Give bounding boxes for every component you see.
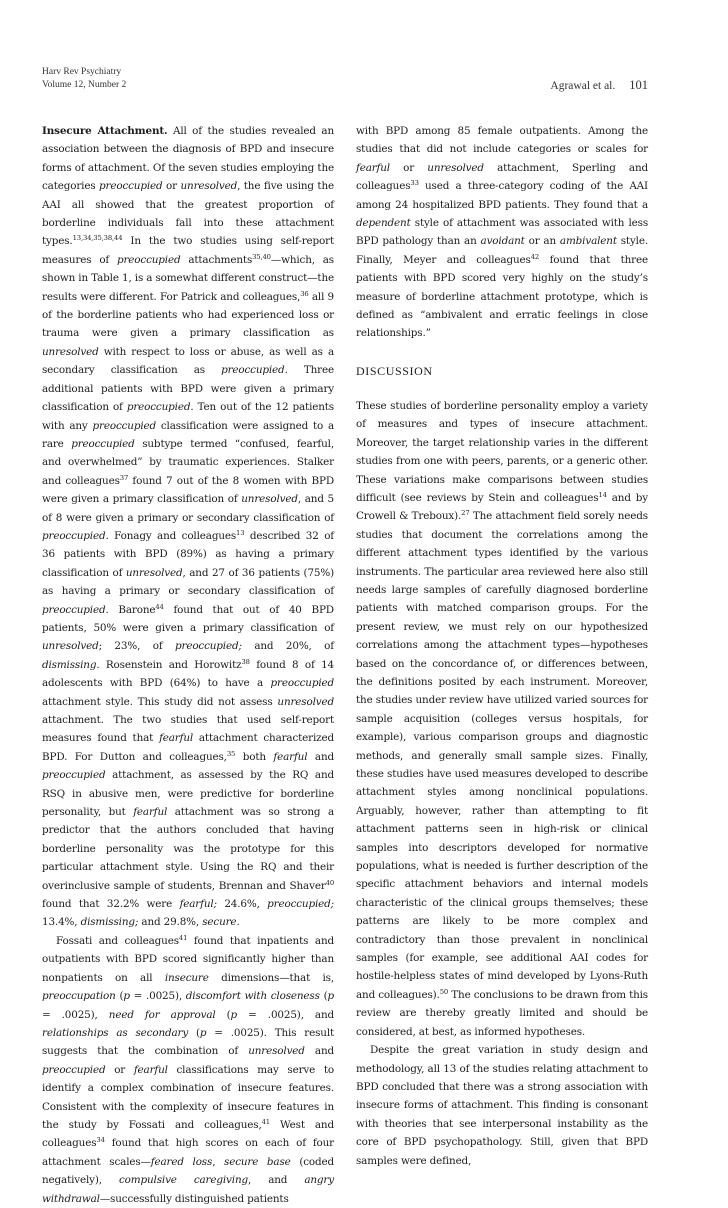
text-run: 13.4%, [42, 916, 81, 929]
citation-superscript: 37 [119, 473, 129, 482]
text-run: and 29.8%, [138, 916, 203, 929]
text-run: 24.6%, [216, 898, 268, 911]
text-run: . Barone [105, 603, 156, 616]
author-running-title: Agrawal et al. [550, 80, 616, 92]
text-run: found that inpatients and outpatients with BPD scored significantly higher than nonpatients on all [42, 934, 334, 984]
text-run: ( [319, 990, 328, 1003]
text-run: or an [524, 235, 560, 248]
page-number: 101 [629, 78, 648, 92]
text-run: classifications may serve to identify a complex combination of insecure features. Consistent with the complexity of insecure features in the study by Fossati and colleagues, [42, 1063, 334, 1131]
text-run: with respect to loss or abuse, as well as a secondary classification as [42, 345, 334, 377]
section-heading-discussion: DISCUSSION [356, 363, 433, 378]
italic-term: fearful [133, 806, 168, 819]
italic-term: angry withdrawal [42, 1174, 334, 1205]
italic-term: dependent [356, 217, 411, 230]
italic-term: secure [202, 916, 237, 929]
text-run: = .0025), [129, 990, 186, 1003]
volume-issue: Volume 12, Number 2 [42, 79, 127, 90]
text-run: dimensions—that is, [208, 971, 334, 984]
italic-term: unresolved [180, 180, 238, 193]
italic-term: compulsive caregiving [119, 1174, 248, 1187]
italic-term: preoccupied [42, 769, 106, 782]
text-run: , and 5 of 8 were given a primary or secondary classification of [42, 493, 334, 524]
citation-superscript: 33 [410, 179, 419, 188]
italic-term: avoidant [480, 235, 525, 248]
text-run: attachment, as assessed by the RQ and RSQ in abusive men, were predictive for borderline personality, but [42, 769, 334, 819]
italic-term: fearful [133, 1063, 168, 1076]
paragraph-continuation [356, 122, 648, 343]
text-run: Fossati and colleagues [56, 934, 179, 947]
italic-term: unresolved [427, 161, 484, 174]
citation-superscript: 38 [241, 657, 250, 666]
text-run: The conclusions to be drawn from this review are thereby greatly limited and should be considered, at best, as informed hypotheses. [356, 988, 648, 1038]
text-run: attachments [180, 253, 253, 266]
text-run: , and [247, 1174, 305, 1187]
text-run: used a three-category coding of the AAI among 24 hospitalized BPD patients. They found that a [356, 180, 648, 211]
text-run: attachment. The two studies that used self-report measures found that [42, 714, 334, 745]
citation-superscript: 44 [155, 602, 164, 611]
citation-superscript: 41 [178, 933, 188, 942]
citation-superscript: 14 [598, 490, 607, 499]
left-column [42, 122, 334, 1208]
text-run: ( [188, 1026, 200, 1039]
text-run: . Three additional patients with BPD were given a primary classification of [42, 364, 334, 414]
italic-term: fearful [159, 732, 194, 745]
text-run: or [162, 180, 181, 193]
italic-term: fearful; [179, 898, 217, 911]
text-run: and [307, 750, 334, 763]
text-run: . Rosenstein and Horowitz [96, 658, 242, 671]
italic-term: ambivalent [559, 235, 617, 248]
italic-term: discomfort with closeness [185, 990, 320, 1003]
citation-superscript: 42 [530, 252, 540, 261]
text-run: —which, as shown in Table 1, is a somewhat different construct—the results were different. For Patrick and colleagues, [42, 253, 334, 303]
text-run: In the two studies using self-report measures of [42, 235, 334, 266]
text-run: and [304, 1045, 334, 1058]
text-run: and 20%, of [241, 640, 334, 653]
text-run: , and 27 of 36 patients (75%) as having a primary or secondary classification of [42, 566, 334, 598]
text-run: found that 32.2% were [42, 898, 180, 911]
italic-term: preoccupied [71, 437, 135, 450]
italic-term: p [327, 990, 334, 1003]
italic-term: fearful [273, 750, 308, 763]
text-run: —successfully distinguished patients [99, 1192, 289, 1205]
italic-term: unresolved [42, 345, 99, 358]
italic-term: insecure [164, 971, 209, 984]
text-run: = .0025), and [237, 1008, 335, 1021]
text-run: . Ten out of the 12 patients with any [42, 401, 334, 432]
italic-term: preoccupied [126, 401, 191, 414]
italic-term: preoccupied [270, 677, 334, 690]
italic-term: p [123, 990, 130, 1003]
italic-term: unresolved [277, 695, 334, 708]
text-run: with BPD among 85 female outpatients. Among the studies that did not include categories or scales for [356, 125, 648, 156]
text-run: subtype termed “confused, fearful, and overwhelmed” by traumatic experiences. Stalker and colleagues [42, 437, 334, 487]
italic-term: preoccupied [42, 603, 106, 616]
paragraph-discussion-1 [356, 397, 648, 1041]
italic-term: preoccupied [42, 1063, 106, 1076]
page-reference [550, 78, 648, 93]
citation-superscript: 40 [325, 878, 334, 887]
text-run: . Fonagy and colleagues [105, 529, 237, 542]
text-run: All of the studies revealed an association between the diagnosis of BPD and insecure forms of attachment. Of the seven studies employing the categories [42, 125, 334, 193]
text-run: , the five using the AAI all showed that the greatest proportion of borderline individuals fall into these attachment types. [42, 180, 334, 248]
italic-term: unresolved [248, 1045, 305, 1058]
italic-term: unresolved [241, 493, 298, 506]
italic-term: secure base [224, 1155, 291, 1168]
text-run: found that three patients with BPD scored very highly on the study’s measure of borderline attachment prototype, which is defined as “ambivalent and erratic feelings in close relationships.” [356, 253, 648, 340]
right-column [356, 122, 648, 1170]
text-run: or [105, 1063, 134, 1076]
italic-term: preoccupied; [267, 898, 334, 911]
italic-term: feared loss [150, 1155, 213, 1168]
text-run: described 32 of 36 patients with BPD (89%) as having a primary classification of [42, 529, 334, 579]
text-run: ( [215, 1008, 231, 1021]
italic-term: p [230, 1008, 238, 1021]
text-run: attachment characterized BPD. For Dutton and colleagues, [42, 732, 334, 763]
text-run: = .0025), [42, 1008, 109, 1021]
journal-name: Harv Rev Psychiatry [42, 67, 122, 77]
italic-term: relationships as secondary [42, 1026, 189, 1039]
run-in-heading: Insecure Attachment. [42, 125, 168, 137]
text-run: classification were assigned to a rare [42, 419, 334, 450]
paragraph-insecure-attachment [42, 122, 334, 932]
italic-term: dismissing; [80, 916, 139, 929]
text-run: found 7 out of the 8 women with BPD were given a primary classification of [42, 474, 335, 506]
text-run: or [389, 161, 428, 174]
text-run: both [235, 750, 274, 763]
text-run: found that high scores on each of four attachment scales— [42, 1137, 334, 1168]
citation-superscript: 13,34,35,38,44 [72, 234, 123, 243]
citation-superscript: 50 [439, 987, 449, 996]
italic-term: preoccupied; [175, 640, 242, 653]
text-run: These studies of borderline personality employ a variety of measures and types of insecure attachment. Moreover, the target relationship varies in the different studies from one with peers, parents, or a generic other. These variations make comparisons between studies difficult (see reviews by Stein and colleagues [356, 399, 648, 504]
italic-term: preoccupied [116, 253, 181, 266]
text-run: style. Finally, Meyer and colleagues [356, 235, 649, 266]
text-run: style of attachment was associated with less BPD pathology than an [356, 217, 648, 248]
citation-superscript: 13 [236, 528, 245, 537]
italic-term: preoccupied [99, 180, 163, 193]
italic-term: preoccupied [92, 419, 156, 432]
citation-superscript: 41 [261, 1117, 270, 1126]
paragraph-fossati [42, 932, 334, 1208]
text-run: attachment was so strong a predictor that the authors concluded that having borderline personality was the prototype for this particular attachment style. Using the RQ and their overinclusive sample of students, Brennan and Shaver [42, 806, 334, 892]
italic-term: need for approval [108, 1008, 216, 1021]
italic-term: unresolved [125, 566, 183, 579]
italic-term: preoccupation [42, 990, 116, 1003]
text-run: found 8 of 14 adolescents with BPD (64%) to have a [42, 658, 334, 690]
citation-superscript: 36 [300, 289, 309, 298]
italic-term: p [199, 1026, 207, 1039]
text-run: and by Crowell & Treboux). [356, 491, 648, 523]
italic-term: fearful [356, 161, 390, 174]
text-run: (coded negatively), [42, 1155, 334, 1187]
text-run: attachment style. This study did not assess [42, 695, 278, 708]
text-run: West and colleagues [42, 1118, 334, 1150]
italic-term: dismissing [42, 658, 97, 671]
paragraph-discussion-2 [356, 1041, 648, 1170]
italic-term: preoccupied [221, 364, 285, 377]
text-run: all 9 of the borderline patients who had experienced loss or trauma were given a primary classification as [42, 290, 334, 340]
text-run: The attachment field sorely needs studies that document the correlations among the different attachment types identified by the various instruments. The particular area reviewed here also still needs large samples of carefully diagnosed borderline patients with matched comparison groups. For the present review, we must rely on our hypothesized correlations among the attachment types—hypotheses based on the concordance of, or differences between, the definitions posited by each instrument. Moreover, the studies under review have utilized varied sources for sample acquisition (colleges versus hospitals, for example), various comparison groups and diagnostic methods, and generally small sample sizes. Finally, these studies have used measures developed to describe attachment styles among nonclinical populations. Arguably, however, rather than attempting to fit attachment patterns seen in high-risk or clinical samples into descriptors developed for normative populations, what is needed is further description of the specific attachment behaviors and internal models characteristic of the clinical groups themselves; these patterns are likely to be more complex and contradictory than those prevalent in nonclinical samples (for example, see additional AAI codes for hostile-helpless states of mind developed by Lyons-Ruth and colleagues). [356, 510, 648, 1001]
citation-superscript: 35,40 [252, 252, 271, 261]
text-run: ( [115, 990, 124, 1003]
text-run: , [212, 1155, 225, 1168]
citation-superscript: 34 [96, 1136, 105, 1145]
citation-superscript: 27 [461, 509, 470, 518]
italic-term: unresolved [42, 640, 99, 653]
running-head [42, 66, 126, 91]
text-run: ; 23%, of [98, 640, 175, 653]
text-run: found that out of 40 BPD patients, 50% were given a primary classification of [42, 603, 334, 634]
text-run: Despite the great variation in study design and methodology, all 13 of the studies relating attachment to BPD concluded that there was a strong association with insecure forms of attachment. This finding is consonant with theories that see interpersonal instability as the core of BPD psychopathology. Still, given that BPD samples were defined, [356, 1044, 648, 1167]
citation-superscript: 35 [226, 749, 236, 758]
text-run: attachment, Sperling and colleagues [356, 161, 648, 193]
text-run: . [236, 916, 240, 929]
text-run: = .0025). This result suggests that the combination of [42, 1026, 335, 1058]
italic-term: preoccupied [42, 529, 106, 542]
